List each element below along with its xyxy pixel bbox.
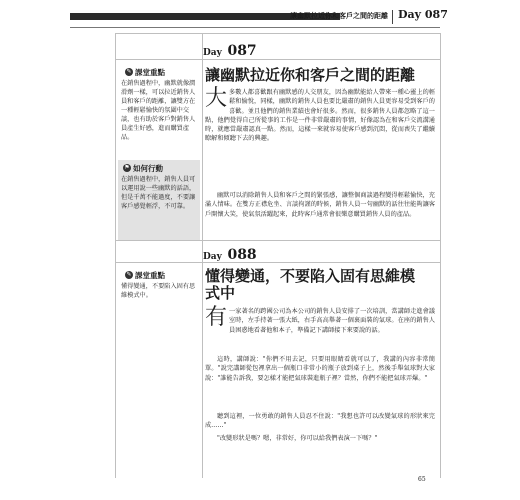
grid-line (115, 240, 440, 241)
pencil-icon: ✎ (126, 68, 132, 75)
day-word: Day (203, 48, 222, 58)
article-paragraph: 聽到這裡，一位勇敢的銷售人員忍不住說："我想也許可以改變氣球的形狀來完成……" (205, 413, 435, 430)
action-text: 在銷售過程中，銷售人員可以運用說一些幽默的話語，但是千萬不能過度，不要讓客戶感覺輕浮，不可靠。 (121, 176, 196, 210)
grid-line (115, 33, 440, 34)
day-word: Day (203, 252, 222, 262)
drop-cap: 有 (205, 305, 228, 330)
article-paragraph (205, 307, 435, 335)
header-separator (392, 10, 393, 24)
key-point-text: 在銷售過程中，幽默就像潤滑劑一樣，可以拉近銷售人員和客戶的距離，讓雙方在一種輕鬆愉快的氛圍中交談，也有助於客戶對銷售人員產生好感，進而購買產品。 (121, 80, 196, 141)
action-title: 如何行動 (133, 164, 163, 173)
article-title: 讓幽默拉近你和客戶之間的距離 (205, 66, 416, 84)
running-day: Day 087 (398, 8, 448, 21)
action-icon: ⚑ (124, 164, 130, 171)
running-title: 讓幽默拉近你和客戶之間的距離 (290, 11, 388, 20)
article-paragraph: 這時，講師說："你們不用去記，只要用眼睛看就可以了，我講的內容非常簡單。"說完講師從包裡拿出一個瓶口非常小的瓶子放到桌子上，然後手舉氣球對大家說："誰能告訴我，要怎樣才能把氣球裝進瓶子裡？當然，你們不能把氣球弄爆。" (205, 356, 435, 382)
key-point-title: 課堂重點 (135, 68, 165, 77)
grid-line (115, 33, 116, 478)
paragraph-text: 一家著名的跨國公司為本公司的銷售人員安排了一次培訓，當講師走進會議室時，左手持著一張大紙，右手高高舉著一個裏面裝的氣球。在座的銷售人員困惑地看著他和本子，準備記下講師接下來要說的話。 (229, 308, 435, 334)
grid-line (440, 33, 441, 478)
day-number: 088 (227, 247, 257, 263)
day-087-label (203, 40, 257, 59)
article-paragraph: 幽默可以消除銷售人員和客戶之間的緊張感，讓整個商談過程變得輕鬆愉快，充滿人情味。在雙方正襟危坐、言談拘謹的時候，銷售人員一句幽默的話往往能夠讓客戶開懷大笑，使氣氛活躍起來，此時客戶通常會很樂意購買銷售人員的產品。 (205, 192, 435, 218)
key-point-text: 懂得變通，不要陷入固有思維模式中。 (121, 283, 196, 299)
day-number: 087 (227, 43, 257, 59)
grid-line (115, 262, 440, 263)
paragraph-text: 多數人都喜歡跟有幽默感的人交朋友，因為幽默能給人帶來一種心靈上的輕鬆和愉悅，同樣，幽默的銷售人員也要比嚴肅的銷售人員更容易受到客戶的喜歡。並且他們的銷售業績也會好很多。然而，很多銷售人員都忽略了這一點，他們覺得自己所從事的工作是一件非常嚴肅的事情，好像認為在和客戶交流溝通時，就應當嚴肅認真一點。然而，這樣一來就容易使客戶感到沉悶，從而喪失了繼續瞭解和傾聽下去的興趣。 (205, 89, 435, 143)
page-number: 65 (418, 476, 426, 483)
key-point-title: 課堂重點 (135, 271, 165, 280)
header-rule (70, 27, 440, 28)
article-title: 懂得變通，不要陷入固有思維模式中 (205, 267, 416, 302)
article-paragraph: "改變形狀是嗎？嗯，非常好，你可以給我們表演一下嗎？" (217, 435, 378, 442)
grid-line (115, 59, 440, 60)
article-paragraph (205, 88, 435, 144)
day-088-label (203, 244, 257, 263)
drop-cap: 大 (205, 86, 228, 111)
pencil-icon: ✎ (126, 271, 132, 278)
